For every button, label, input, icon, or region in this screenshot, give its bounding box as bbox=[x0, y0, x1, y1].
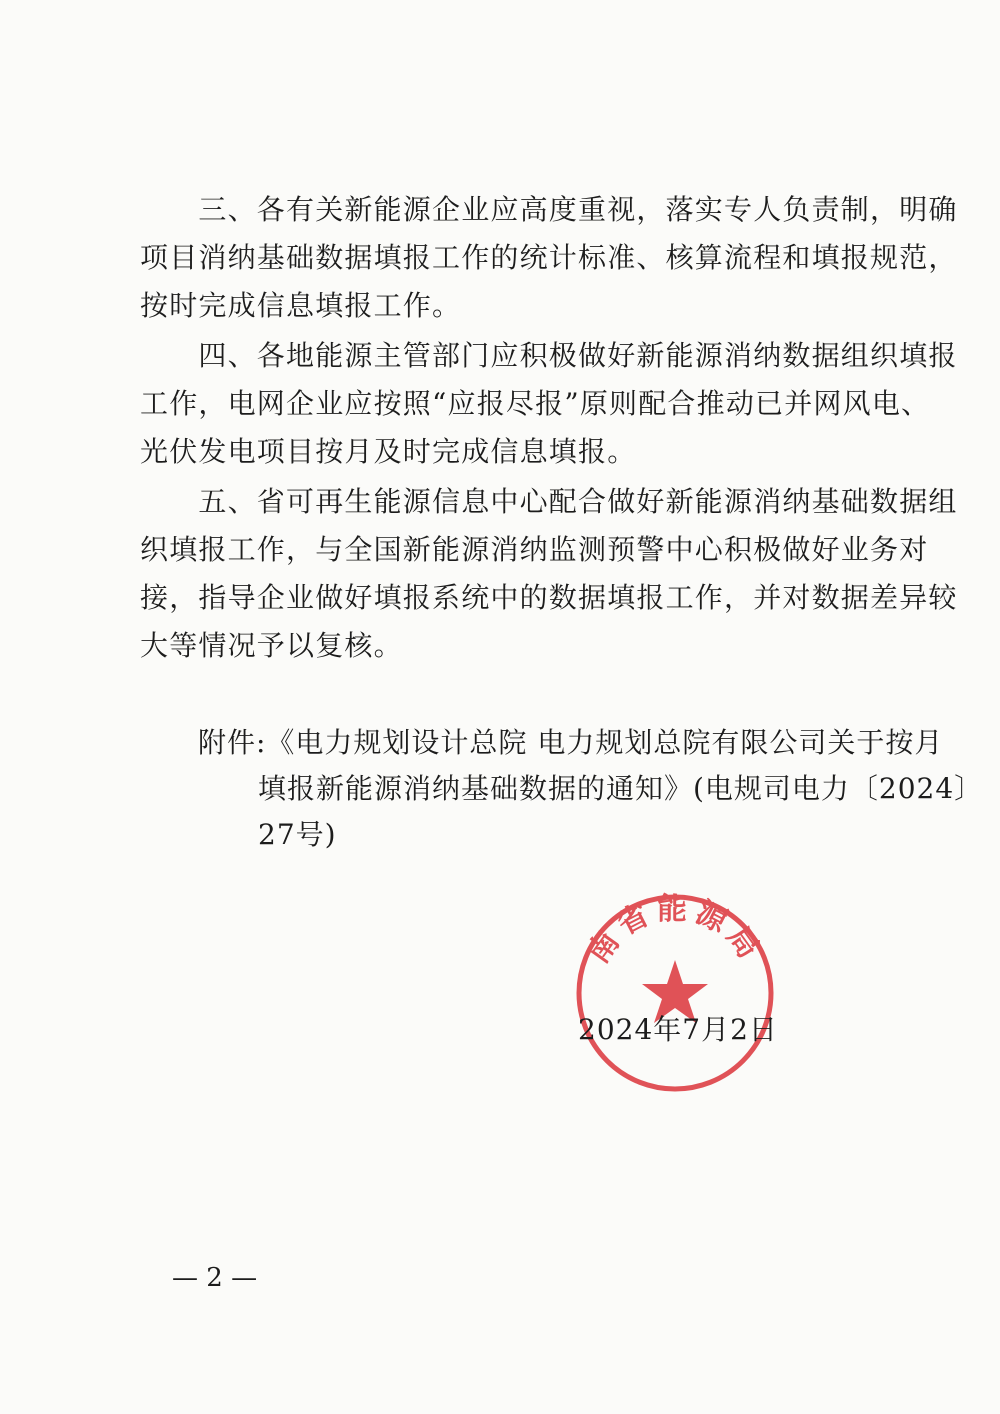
attachment-line: 附件:《电力规划设计总院 电力规划总院有限公司关于按月 bbox=[140, 726, 944, 759]
paragraph-line: 工作，电网企业应按照“应报尽报”原则配合推动已并网风电、 bbox=[140, 387, 931, 420]
svg-text:南省能源局 bbox=[581, 892, 769, 970]
paragraph-line: 按时完成信息填报工作。 bbox=[140, 289, 462, 322]
official-seal bbox=[570, 888, 780, 1098]
paragraph-4 bbox=[140, 332, 958, 476]
page-number: — 2 — bbox=[172, 1263, 258, 1293]
attachment-note bbox=[140, 720, 984, 858]
seal-text: 南省能源局 bbox=[580, 891, 770, 970]
paragraph-line: 四、各地能源主管部门应积极做好新能源消纳数据组织填报 bbox=[140, 339, 958, 372]
paragraph-line: 五、省可再生能源信息中心配合做好新能源消纳基础数据组 bbox=[140, 485, 958, 518]
paragraph-line: 织填报工作，与全国新能源消纳监测预警中心积极做好业务对 bbox=[140, 533, 929, 566]
paragraph-line: 大等情况予以复核。 bbox=[140, 629, 403, 662]
paragraph-line: 接，指导企业做好填报系统中的数据填报工作，并对数据差异较 bbox=[140, 581, 958, 614]
paragraph-line: 光伏发电项目按月及时完成信息填报。 bbox=[140, 435, 637, 468]
paragraph-5 bbox=[140, 478, 958, 670]
attachment-line: 27号) bbox=[258, 818, 337, 851]
paragraph-line: 项目消纳基础数据填报工作的统计标准、核算流程和填报规范， bbox=[140, 241, 958, 274]
paragraph-3 bbox=[140, 186, 958, 330]
attachment-line: 填报新能源消纳基础数据的通知》(电规司电力〔2024〕 bbox=[258, 772, 984, 805]
document-date: 2024年7月2日 bbox=[578, 1013, 778, 1046]
paragraph-line: 三、各有关新能源企业应高度重视，落实专人负责制，明确 bbox=[140, 193, 958, 226]
